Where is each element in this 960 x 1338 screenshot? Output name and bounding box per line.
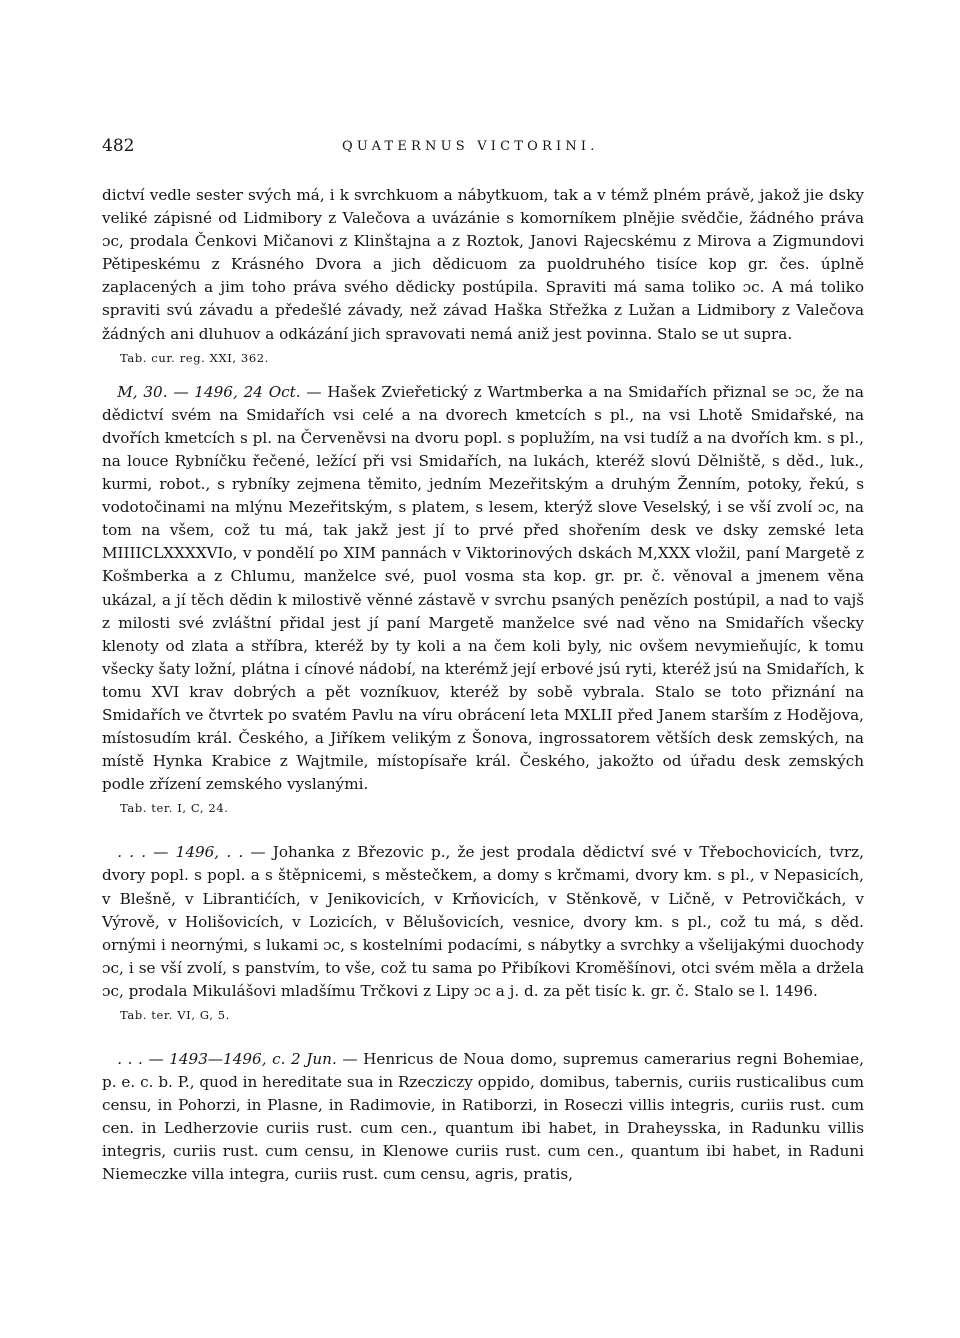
entry-heading: M, 30. — 1496, 24 Oct. xyxy=(117,382,301,401)
page-header xyxy=(102,136,864,162)
entry-record xyxy=(102,1048,864,1187)
source-reference: Tab. cur. reg. XXI, 362. xyxy=(120,350,269,365)
entry-text: — Johanka z Březovic p., že jest prodala dědictví své v Třebochovicích, tvrz, dvory popl. s popl. a s štěpnicemi, s městečkem, a domy s krčmami, dvory km. s pl., v Nepasicích, v Blešně, v Librantićích, v Jenikovicích, v Krňovicích, v Stěnkově, v Ličně, v Petrovičkách, v Výrově, v Holišovicích, v Lozicích, v Bělušovicích, vesnice, dvory km. s pl., což tu má, s děd. ornými i neornými, s lukami ɔc, s kostelními podacími, s nábytky a svrchky a všelijakými duochody ɔc, i se vší zvolí, s panstvím, to vše, což tu sama po Přibíkovi Kroměšínovi, otci svém měla a držela ɔc, prodala Mikulášovi mladšímu Trčkovi z Lipy ɔc a j. d. za pět tisíc k. gr. č. Stalo se l. 1496. xyxy=(102,843,864,1000)
entry-text: — Henricus de Noua domo, supremus camerarius regni Bohemiae, p. e. c. b. P., quod in hereditate sua in Rzecziczy oppido, domibus, tabernis, curiis rusticalibus cum censu, in Pohorzi, in Plasne, in Radimovie, in Ratiborzi, in Roseczi villis integris, curiis rust. cum cen. in Ledherzovie curiis rust. cum cen., quantum ibi habet, in Draheysska, in Radunku villis integris, curiis rust. cum censu, in Klenowe curiis rust. cum cen., quantum ibi habet, in Raduni Niemeczke villa integra, curiis rust. cum censu, agris, pratis, xyxy=(102,1050,864,1184)
body-text xyxy=(102,184,864,1187)
entry-text: dictví vedle sester svých má, i k svrchkuom a nábytkuom, tak a v témž plném právě, jakož jie dsky veliké zápisné od Lidmibory z Valečova a uvázánie s komorníkem plnějie svědčie, žádného práva ɔc, prodala Čenkovi Mičanovi z Klinštajna a z Roztok, Janovi Rajecskému z Mirova a Zigmundovi Pětipeskému z Krásného Dvora a jich dědicuom za puoldruhého tisíce kop gr. čes. úplně zaplacených a jim toho práva svého dědicky postúpila. Spraviti má sama toliko ɔc. A má toliko spraviti svú závadu a předešlé závady, než závad Haška Střežka z Lužan a Lidmibory z Valečova žádných ani dluhuov a odkázání jich spravovati nemá aniž jest povinna. Stalo se ut supra. xyxy=(102,186,864,343)
page-number: 482 xyxy=(102,136,135,156)
entry-heading: . . . — 1493—1496, c. 2 Jun. xyxy=(117,1050,337,1068)
source-reference: Tab. ter. VI, G, 5. xyxy=(120,1008,230,1022)
source-reference: Tab. ter. I, C, 24. xyxy=(120,801,229,816)
entry-text: — Hašek Zvieřetický z Wartmberka a na Smidařích přiznal se ɔc, že na dědictví svém na Smidařích vsi celé a na dvorech kmetcích s pl., na vsi Lhotě Smidařské, na dvořích kmetcích s pl. na Červeněvsi na dvoru popl. s poplužím, na vsi tudíž a na dvořích km. s pl., na louce Rybníčku řečené, ležící při vsi Smidařích, na lukách, kteréž slovú Dělniště, s děd., luk., kurmi, robot., s rybníky zejmena těmito, jedním Mezeřitským a druhým Ženním, potoky, řekú, s vodotočinami na mlýnu Mezeřitským, s platem, s lesem, kterýž slove Veselský, i se vší zvolí ɔc, na tom na všem, což tu má, tak jakž jest jí to prvé před shořením desk ve dsky zemské leta MIIIICLXXXXVIo, v pondělí po XIM pannách v Viktorinových dskách M,XXX vložil, paní Margetě z Košmberka a z Chlumu, manželce své, puol vosma sta kop. gr. pr. č. věnoval a jmenem věna ukázal, a jí těch dědin k milostivě věnné zástavě v svrchu psaných penězích postúpil, a nad to vajš z milosti své zvláštní přidal jest jí paní Margetě manželce své nad věno na Smidařích všecky klenoty od zlata a stříbra, kteréž by ty koli a na čem koli byly, nic ovšem nevymieňujíc, k tomu všecky šaty ložní, plátna i cínové nádobí, na kterémž její erbové jsú ryti, kteréž jsú na Smidařích, k tomu XVI krav dobrých a pět vozníkuov, kteréž by sobě vybrala. Stalo se toto přiznání na Smidařích ve čtvrtek po svatém Pavlu na víru obrácení leta MXLII před Janem starším z Hodějova, místosudím král. Českého, a Jiříkem velikým z Šonova, ingrossatorem větších desk zemských, na místě Hynka Krabice z Wajtmile, místopísaře král. Českého, jakožto od úřadu desk zemských podle zřízení zemského vyslanými. xyxy=(102,382,864,794)
entry-heading: . . . — 1496, . . xyxy=(117,843,244,862)
entry-continuation xyxy=(102,184,864,346)
entry-record xyxy=(102,381,864,797)
entry-record xyxy=(102,841,864,1003)
document-page xyxy=(102,136,864,1187)
running-title: QUATERNUS VICTORINI. xyxy=(342,139,599,154)
